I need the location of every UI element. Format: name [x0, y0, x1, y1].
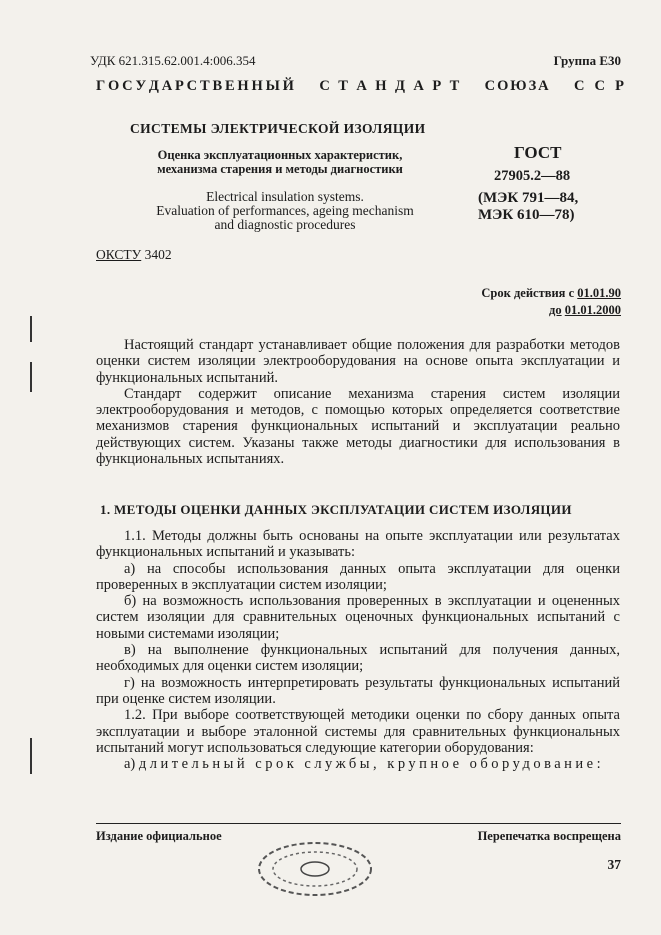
header-word: С С Р	[573, 78, 624, 94]
iec-line: (МЭК 791—84,	[478, 190, 579, 206]
list-item: б) на возможность использования проверенных в эксплуатации и оцененных систем изоляции для сравнительных оценочных функциональных испытаний с новыми системами изоляции;	[96, 593, 620, 642]
gost-label: ГОСТ	[514, 143, 562, 162]
list-item	[96, 756, 620, 772]
iec-references	[478, 190, 578, 224]
clause-paragraph: 1.2. При выборе соответствующей методики оценки по сбору данных опыта эксплуатации и выборе эталонной системы для сравнительных функциональных испытаний могут использоваться следующие категории оборудования:	[96, 707, 620, 756]
title-russian: СИСТЕМЫ ЭЛЕКТРИЧЕСКОЙ ИЗОЛЯЦИИ	[130, 121, 426, 136]
okstu-label: ОКСТУ	[96, 247, 142, 262]
footer-divider	[96, 823, 621, 824]
title-en-line: Evaluation of performances, ageing mechanism	[156, 203, 414, 218]
library-stamp	[255, 838, 375, 900]
title-en-line: Electrical insulation systems.	[206, 189, 364, 204]
binding-mark	[30, 362, 32, 392]
validity-from	[481, 285, 621, 302]
gost-number: 27905.2—88	[494, 168, 571, 184]
header-word: С О Ю З А	[484, 78, 549, 94]
subtitle-line: Оценка эксплуатационных характеристик,	[157, 148, 403, 162]
list-item-prefix: а)	[124, 756, 136, 773]
udk-code: УДК 621.315.62.001.4:006.354	[90, 53, 256, 68]
list-item: г) на возможность интерпретировать результаты функциональных испытаний при оценке систем изоляции.	[96, 674, 620, 707]
title-english	[130, 190, 440, 232]
validity-to	[481, 302, 621, 319]
state-standard-header	[96, 78, 624, 95]
clause-paragraph: 1.1. Методы должны быть основаны на опыте эксплуатации или результатах функциональных испытаний и указывать:	[96, 528, 620, 561]
list-item: а) на способы использования данных опыта эксплуатации для оценки проверенных в эксплуатации систем изоляции;	[96, 560, 620, 593]
validity-to-date: 01.01.2000	[564, 303, 621, 317]
header-word: Г О С У Д А Р С Т В Е Н Н Ы Й	[96, 78, 294, 94]
section-1-text	[96, 528, 620, 772]
page-number: 37	[607, 857, 621, 872]
iec-line: МЭК 610—78)	[478, 207, 575, 223]
okstu-code	[96, 247, 172, 263]
binding-mark	[30, 316, 32, 342]
validity-to-label: до	[549, 303, 562, 317]
subtitle-line: механизма старения и методы диагностики	[157, 162, 403, 176]
header-word: С Т А Н Д А Р Т	[319, 78, 460, 94]
intro-paragraph: Стандарт содержит описание механизма старения систем изоляции электрооборудования и методов, с помощью которых определяется соответствие механизмов старения функциональных испытаний и эксплуатации реально действующих систем. Указаны также методы диагностики для использования в функциональных испытаниях.	[96, 385, 620, 468]
subtitle-russian	[130, 148, 430, 176]
binding-mark	[30, 738, 32, 774]
list-item: в) на выполнение функциональных испытаний для получения данных, необходимых для оценки систем изоляции;	[96, 642, 620, 675]
section-heading: 1. МЕТОДЫ ОЦЕНКИ ДАННЫХ ЭКСПЛУАТАЦИИ СИСТЕМ ИЗОЛЯЦИИ	[100, 502, 572, 517]
intro-text	[96, 337, 620, 467]
group-code: Группа Е30	[553, 53, 621, 68]
edition-note: Издание официальное	[96, 829, 222, 843]
list-item-text: длительный срок службы, крупное оборудование:	[138, 756, 605, 773]
intro-paragraph: Настоящий стандарт устанавливает общие положения для разработки методов оценки систем изоляции электрооборудования на основе опыта эксплуатации и функциональных испытаний.	[96, 337, 620, 386]
validity-period	[481, 285, 621, 319]
validity-from-date: 01.01.90	[577, 286, 621, 300]
okstu-number: 3402	[144, 247, 172, 262]
validity-from-label: Срок действия с	[481, 286, 575, 300]
title-en-line: and diagnostic procedures	[214, 217, 356, 232]
reprint-note: Перепечатка воспрещена	[477, 829, 621, 843]
